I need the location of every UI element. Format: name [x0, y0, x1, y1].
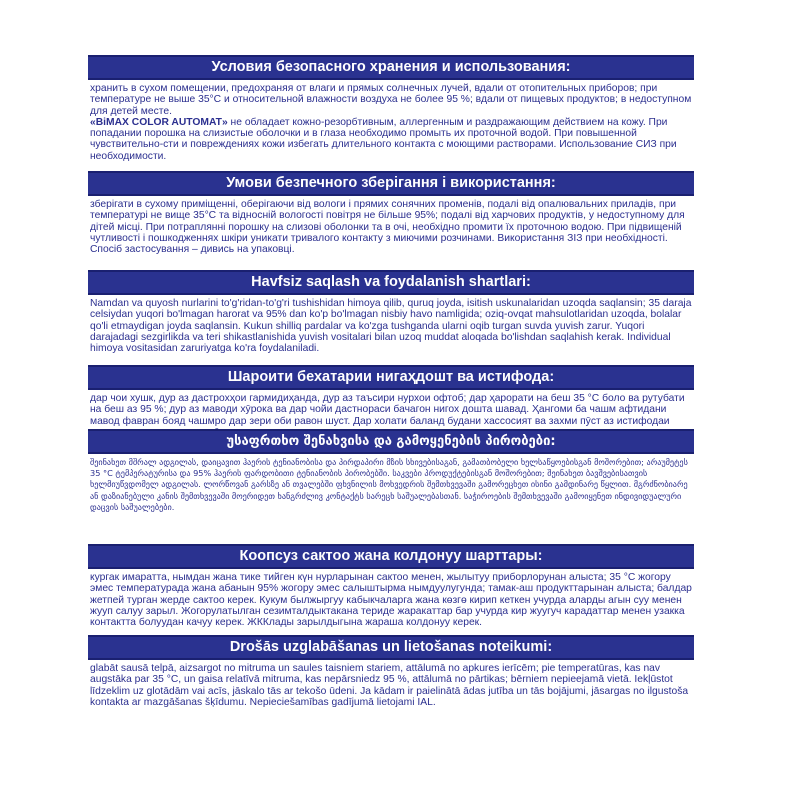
section-body: [88, 295, 694, 354]
section-text: кургак имаратта, нымдан жана тике тийген күн нурларынан сактоо менен, жылытуу приборлорунан алыста; 35 °С жогору эмес температурада жана абанын 95% жогору эмес салыштырма нымдуулугунда; тамак-аш продукттарынан алыста; балдар жетпей турган жерде сактоо керек. Кукум былжыргуу кабыкчаларга жана көзгө кирип кеткен учурда аларды агын суу менен жууп салуу зарыл. Жогорулатылган сезимталдыктакана териде жаракаттар бар учурда кир жуугуч карадаттар менен узакка контактта болуудан качуу керек. ЖККлады зарылдыгына жараша колдонуу керек.: [90, 572, 692, 629]
section-heading: Условия безопасного хранения и использования:: [88, 55, 694, 80]
section-text: зберігати в сухому приміщенні, оберігаючи від вологи і прямих сонячних променів, подалі від опалювальних приладів, при температурі не вище 35°С та відносній вологості повітря не більше 95%; подалі від харчових продуктів, у недоступному для дітей місці. При потраплянні порошку на слизові оболонки та в очі, необхідно промити їх проточною водою. При підвищеній чутливості і пошкодженнях шкіри уникати тривалого контакту з миючими розчинами. Використання ЗІЗ при необхідності. Спосіб застосування – дивись на упаковці.: [90, 199, 685, 256]
section-text: glabāt sausā telpā, aizsargot no mitruma un saules taisniem stariem, attālumā no apkures ierīcēm; pie temperatūras, kas nav augstāka par 35 °C, un gaisa relatīvā mitruma, kas nepārsniedz 95 %, attālumā no pārtikas; bērniem nepieejamā vietā. Iekļūstot līdzeklim uz glotādām vai acīs, jāskalo tās ar tekošo ūdeni. Ja kādam ir paielinātā ādas jutība un tās bojājumi, jāsargas no ilgustoša kontakta ar mazgāšanas šķīdumu. Nepieciešamības gadījumā lietojami IAL.: [90, 663, 689, 708]
section-latvian: [88, 635, 694, 708]
section-georgian: [88, 429, 694, 513]
section-body: [88, 569, 694, 628]
section-text: дар чои хушк, дур аз дастрохҳои гармидиҳанда, дур аз таъсири нурхои офтоб; дар ҳарорати на беш 35 °С боло ва рутубати на беш аз 95 %; дур аз маводи хӯрока ва дар чойи дастнораси бачагон нигох дошта шавад. Ҳангоми ба чашм афтидани мавод фавран бояд чашмро дар зери оби равон шуст. Дар холати баланд будани хассосият ва захми пӯст аз истифодаи: [90, 393, 685, 427]
section-body: [88, 196, 694, 255]
section-body: [88, 80, 694, 162]
section-text-continued: не обладает кожно-резорбтивным, аллергенным и раздражающим действием на кожу. При попадании порошка на слизистые оболочки и в глаза необходимо промыть их проточной водой. При повышенной чувствительно-сти и повреждениях кожи избегать длительного контакта с моющими растворами. Использование СИЗ при необходимости.: [90, 116, 677, 162]
section-heading: Шароити бехатарии нигаҳдошт ва истифода:: [88, 365, 694, 390]
section-heading: Коопсуз сактоо жана колдонуу шарттары:: [88, 544, 694, 569]
section-text: Namdan va quyosh nurlarini to'g'ridan-to'g'ri tushishidan himoya qilib, quruq joyda, isitish uskunalaridan uzoqda saqlansin; 35 daraja celsiydan yuqori bo'lmagan harorat va 95% dan ko'p bo'lmagan nisbiy havo namligida; oziq-ovqat mahsulotlaridan uzoqda, bolalar qo'li etmaydigan joyda saqlansin. Kukun shilliq pardalar va ko'zga tushganda ularni oqib turgan suvda yuvish zarur. Yuqori darajadagi sezgirlikda va teri shikastlanishida yuvish vositalari bilan uzoq muddat aloqada bo'lishdan saqlahish kerak. Individual himoya vositasidan zaruriyatga ko'ra foydalaniladi.: [90, 298, 692, 355]
section-body: [88, 454, 694, 513]
section-heading: Drošās uzglabāšanas un lietošanas noteikumi:: [88, 635, 694, 660]
brand-name: «BiMAX COLOR AUTOMAT»: [90, 116, 228, 128]
section-heading: Умови безпечного зберігання і використання:: [88, 171, 694, 196]
section-heading: Havfsiz saqlash va foydalanish shartlari:: [88, 270, 694, 295]
section-kyrgyz: [88, 544, 694, 628]
section-russian: [88, 55, 694, 162]
section-uzbek: [88, 270, 694, 354]
section-body: [88, 660, 694, 708]
section-text: შეინახეთ მშრალ ადგილას, დაიცავით ჰაერის ტენიანობისა და პირდაპირი მზის სხივებისაგან, გამათბობელი ხელსაწყოებისგან მოშორებით; არაუმეტეს 35 °C ტემპერატურისა და 95% ჰაერის ფარდობითი ტენიანობის პირობებში. საკვები პროდუქტებისგან მოშორებით; შეინახეთ ბავშვებისათვის ხელმიუწვდომელ ადგილას. ლორწოვან გარსზე ან თვალებში ფხვნილის მოხვედრის შემთხვევაში გამორეცხეთ ისინი გამდინარე წყლით. მგრძნობიარე ან დაზიანებული კანის შემთხვევაში მოერიდეთ ხანგრძლივ კონტაქტს სარეცხ საშუალებასთან. საჭიროების შემთხვევაში გამოიყენეთ ინდივიდუალური დაცვის საშუალებები.: [90, 457, 688, 512]
section-tajik: [88, 365, 694, 438]
section-heading: უსაფრთხო შენახვისა და გამოყენების პირობები:: [88, 429, 694, 454]
section-ukrainian: [88, 171, 694, 255]
section-text: хранить в сухом помещении, предохраняя от влаги и прямых солнечных лучей, вдали от отопительных приборов; при температуре не выше 35°С и относительной влажности воздуха не более 95 %; вдали от пищевых продуктов; в недоступном для детей месте.: [90, 83, 692, 117]
